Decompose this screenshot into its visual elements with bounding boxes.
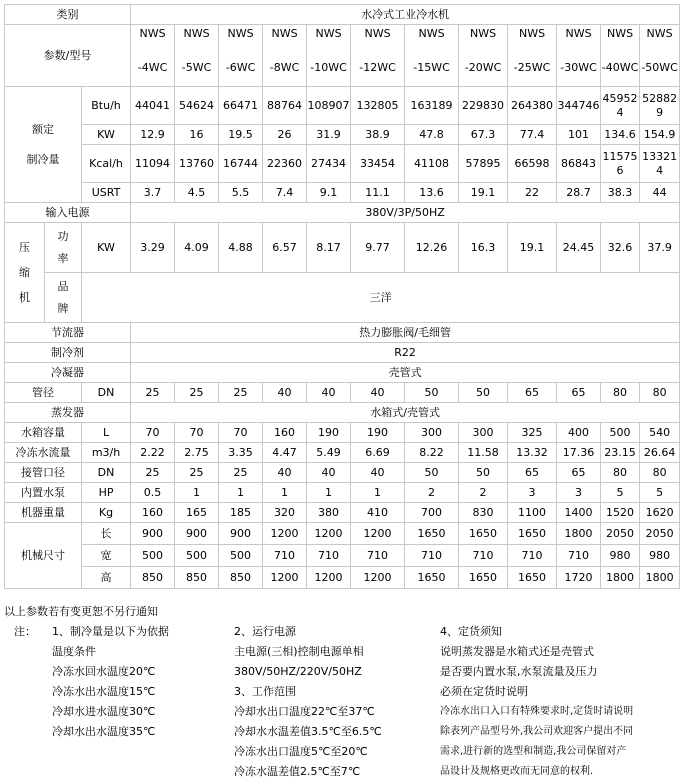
value-cell: 24.45 (557, 223, 601, 273)
table-row (5, 383, 680, 403)
compressor-label: 压缩机 (5, 223, 45, 323)
value-cell: 229830 (459, 87, 508, 125)
value-cell: 459524 (601, 87, 640, 125)
value-cell: 50 (459, 383, 508, 403)
value-cell: 26.64 (640, 443, 680, 463)
value-cell: 2 (459, 483, 508, 503)
table-row (5, 483, 680, 503)
value-cell: 160 (263, 423, 307, 443)
table-row (5, 183, 680, 203)
value-cell: 6.69 (351, 443, 405, 463)
value-cell: 710 (263, 545, 307, 567)
table-row (5, 443, 680, 463)
value-cell: 88764 (263, 87, 307, 125)
value-cell: 7.4 (263, 183, 307, 203)
value-cell: 66471 (219, 87, 263, 125)
model-cell: NWS -50WC (640, 25, 680, 87)
value-cell: 22 (508, 183, 557, 203)
condenser-value: 壳管式 (131, 363, 680, 383)
note-item: 主电源(三相)控制电源单相 (234, 645, 364, 658)
value-cell: 163189 (405, 87, 459, 125)
value-cell: 5.5 (219, 183, 263, 203)
value-cell: 108907 (307, 87, 351, 125)
value-cell: 1650 (405, 523, 459, 545)
value-cell: 4.47 (263, 443, 307, 463)
note-item: 冷冻水出口入口有特殊要求时,定货时请说明 (440, 706, 634, 717)
table-title: 水冷式工业冷水机 (131, 5, 680, 25)
value-cell: 25 (131, 383, 175, 403)
value-cell: 1 (219, 483, 263, 503)
note-item: 冷冻水回水温度20℃ (52, 665, 156, 678)
value-cell: 70 (131, 423, 175, 443)
category-header: 类别 (5, 5, 131, 25)
value-cell: 710 (508, 545, 557, 567)
model-cell: NWS -8WC (263, 25, 307, 87)
model-cell: NWS -10WC (307, 25, 351, 87)
table-row (5, 203, 680, 223)
table-row (5, 523, 680, 545)
table-row (5, 5, 680, 25)
value-cell: 1200 (307, 523, 351, 545)
power-supply-value: 380V/3P/50HZ (131, 203, 680, 223)
value-cell: 1620 (640, 503, 680, 523)
value-cell: 12.26 (405, 223, 459, 273)
flow-label: 冷冻水流量 (5, 443, 82, 463)
table-row (5, 87, 680, 125)
unit-cell: Kg (82, 503, 131, 523)
unit-cell: DN (82, 463, 131, 483)
value-cell: 4.09 (175, 223, 219, 273)
throttle-value: 热力膨胀阀/毛细管 (131, 323, 680, 343)
unit-cell: 高 (82, 567, 131, 589)
value-cell: 70 (219, 423, 263, 443)
unit-cell: KW (82, 125, 131, 145)
connection-label: 接管口径 (5, 463, 82, 483)
value-cell: 4.5 (175, 183, 219, 203)
value-cell: 710 (307, 545, 351, 567)
value-cell: 25 (175, 383, 219, 403)
value-cell: 133214 (640, 145, 680, 183)
value-cell: 11094 (131, 145, 175, 183)
value-cell: 50 (405, 383, 459, 403)
model-cell: NWS -12WC (351, 25, 405, 87)
value-cell: 9.1 (307, 183, 351, 203)
value-cell: 1800 (640, 567, 680, 589)
value-cell: 1800 (601, 567, 640, 589)
value-cell: 2050 (601, 523, 640, 545)
value-cell: 40 (307, 383, 351, 403)
value-cell: 540 (640, 423, 680, 443)
model-cell: NWS -20WC (459, 25, 508, 87)
value-cell: 47.8 (405, 125, 459, 145)
value-cell: 19.5 (219, 125, 263, 145)
value-cell: 710 (405, 545, 459, 567)
note-item: 冷冻水出水温度15℃ (52, 685, 156, 698)
value-cell: 44041 (131, 87, 175, 125)
throttle-label: 节流器 (5, 323, 131, 343)
unit-cell: HP (82, 483, 131, 503)
value-cell: 19.1 (459, 183, 508, 203)
value-cell: 1 (175, 483, 219, 503)
unit-cell: Btu/h (82, 87, 131, 125)
tank-label: 水箱容量 (5, 423, 82, 443)
table-row (5, 463, 680, 483)
value-cell: 50 (459, 463, 508, 483)
value-cell: 3.7 (131, 183, 175, 203)
value-cell: 320 (263, 503, 307, 523)
note-item: 冷却水出水温度35℃ (52, 725, 156, 738)
value-cell: 6.57 (263, 223, 307, 273)
value-cell: 1800 (557, 523, 601, 545)
value-cell: 16 (175, 125, 219, 145)
value-cell: 710 (459, 545, 508, 567)
value-cell: 25 (219, 383, 263, 403)
table-row (5, 273, 680, 323)
value-cell: 300 (405, 423, 459, 443)
table-row (5, 363, 680, 383)
value-cell: 1 (307, 483, 351, 503)
value-cell: 65 (557, 463, 601, 483)
note-item: 冷却水进水温度30℃ (52, 705, 156, 718)
param-model-label: 参数/型号 (5, 25, 131, 87)
note-item: 冷冻水出口温度5℃至20℃ (234, 745, 368, 758)
value-cell: 31.9 (307, 125, 351, 145)
value-cell: 27434 (307, 145, 351, 183)
value-cell: 134.6 (601, 125, 640, 145)
note-item: 品设计及规格更改而无同意的权利. (440, 766, 594, 777)
value-cell: 25 (175, 463, 219, 483)
change-notice: 以上参数若有变更恕不另行通知 (4, 605, 158, 618)
value-cell: 38.9 (351, 125, 405, 145)
value-cell: 300 (459, 423, 508, 443)
pump-label: 内置水泵 (5, 483, 82, 503)
value-cell: 32.6 (601, 223, 640, 273)
value-cell: 500 (131, 545, 175, 567)
evaporator-label: 蒸发器 (5, 403, 131, 423)
unit-cell: L (82, 423, 131, 443)
value-cell: 101 (557, 125, 601, 145)
value-cell: 1720 (557, 567, 601, 589)
value-cell: 5.49 (307, 443, 351, 463)
value-cell: 830 (459, 503, 508, 523)
value-cell: 77.4 (508, 125, 557, 145)
value-cell: 850 (131, 567, 175, 589)
note-item: 冷却水出口温度22℃至37℃ (234, 705, 375, 718)
value-cell: 40 (307, 463, 351, 483)
table-row (5, 25, 680, 87)
value-cell: 900 (131, 523, 175, 545)
value-cell: 80 (601, 383, 640, 403)
value-cell: 1650 (405, 567, 459, 589)
value-cell: 528829 (640, 87, 680, 125)
value-cell: 8.22 (405, 443, 459, 463)
value-cell: 16744 (219, 145, 263, 183)
value-cell: 400 (557, 423, 601, 443)
value-cell: 37.9 (640, 223, 680, 273)
unit-cell: m3/h (82, 443, 131, 463)
value-cell: 1200 (307, 567, 351, 589)
refrigerant-value: R22 (131, 343, 680, 363)
refrigerant-label: 制冷剂 (5, 343, 131, 363)
compressor-power-label: 功率 (45, 223, 82, 273)
table-row (5, 423, 680, 443)
value-cell: 23.15 (601, 443, 640, 463)
value-cell: 38.3 (601, 183, 640, 203)
value-cell: 1520 (601, 503, 640, 523)
value-cell: 13.6 (405, 183, 459, 203)
value-cell: 80 (640, 383, 680, 403)
value-cell: 86843 (557, 145, 601, 183)
table-row (5, 323, 680, 343)
value-cell: 0.5 (131, 483, 175, 503)
value-cell: 26 (263, 125, 307, 145)
value-cell: 25 (219, 463, 263, 483)
value-cell: 500 (601, 423, 640, 443)
value-cell: 264380 (508, 87, 557, 125)
model-cell: NWS -30WC (557, 25, 601, 87)
value-cell: 11.1 (351, 183, 405, 203)
rated-cooling-label: 额定 制冷量 (5, 87, 82, 203)
weight-label: 机器重量 (5, 503, 82, 523)
value-cell: 1650 (508, 523, 557, 545)
unit-cell: KW (82, 223, 131, 273)
model-cell: NWS -40WC (601, 25, 640, 87)
value-cell: 900 (175, 523, 219, 545)
note-item: 需求,进行新的选型和制造,我公司保留对产 (440, 746, 627, 757)
value-cell: 3.29 (131, 223, 175, 273)
table-row (5, 343, 680, 363)
value-cell: 850 (175, 567, 219, 589)
note-item: 冷却水水温差值3.5℃至6.5℃ (234, 725, 382, 738)
value-cell: 3 (508, 483, 557, 503)
power-supply-label: 输入电源 (5, 203, 131, 223)
model-cell: NWS -6WC (219, 25, 263, 87)
footer-notes (4, 602, 680, 778)
pipe-label: 管径 (5, 383, 82, 403)
compressor-brand-value: 三洋 (82, 273, 680, 323)
value-cell: 2.22 (131, 443, 175, 463)
value-cell: 1200 (263, 567, 307, 589)
condenser-label: 冷凝器 (5, 363, 131, 383)
value-cell: 25 (131, 463, 175, 483)
value-cell: 900 (219, 523, 263, 545)
value-cell: 13760 (175, 145, 219, 183)
value-cell: 325 (508, 423, 557, 443)
note-item: 3、工作范围 (234, 685, 296, 698)
value-cell: 41108 (405, 145, 459, 183)
value-cell: 3.35 (219, 443, 263, 463)
value-cell: 1 (263, 483, 307, 503)
value-cell: 980 (640, 545, 680, 567)
note-item: 2、运行电源 (234, 625, 296, 638)
evaporator-value: 水箱式/壳管式 (131, 403, 680, 423)
value-cell: 1200 (351, 567, 405, 589)
value-cell: 165 (175, 503, 219, 523)
value-cell: 1400 (557, 503, 601, 523)
value-cell: 190 (307, 423, 351, 443)
table-row (5, 545, 680, 567)
value-cell: 67.3 (459, 125, 508, 145)
value-cell: 54624 (175, 87, 219, 125)
value-cell: 500 (175, 545, 219, 567)
value-cell: 2 (405, 483, 459, 503)
value-cell: 65 (508, 383, 557, 403)
value-cell: 132805 (351, 87, 405, 125)
table-row (5, 125, 680, 145)
value-cell: 33454 (351, 145, 405, 183)
value-cell: 70 (175, 423, 219, 443)
dimensions-label: 机械尺寸 (5, 523, 82, 589)
value-cell: 710 (557, 545, 601, 567)
value-cell: 9.77 (351, 223, 405, 273)
value-cell: 19.1 (508, 223, 557, 273)
note-item: 1、制冷量是以下为依据 (52, 625, 169, 638)
value-cell: 57895 (459, 145, 508, 183)
table-row (5, 223, 680, 273)
table-row (5, 567, 680, 589)
value-cell: 40 (263, 463, 307, 483)
value-cell: 40 (263, 383, 307, 403)
value-cell: 4.88 (219, 223, 263, 273)
unit-cell: Kcal/h (82, 145, 131, 183)
model-cell: NWS -15WC (405, 25, 459, 87)
value-cell: 700 (405, 503, 459, 523)
value-cell: 44 (640, 183, 680, 203)
value-cell: 50 (405, 463, 459, 483)
model-cell: NWS -4WC (131, 25, 175, 87)
note-item: 必须在定货时说明 (440, 685, 528, 698)
value-cell: 8.17 (307, 223, 351, 273)
value-cell: 410 (351, 503, 405, 523)
value-cell: 16.3 (459, 223, 508, 273)
value-cell: 11.58 (459, 443, 508, 463)
value-cell: 2.75 (175, 443, 219, 463)
value-cell: 40 (351, 463, 405, 483)
unit-cell: DN (82, 383, 131, 403)
value-cell: 115756 (601, 145, 640, 183)
value-cell: 65 (508, 463, 557, 483)
value-cell: 5 (640, 483, 680, 503)
table-row (5, 145, 680, 183)
value-cell: 66598 (508, 145, 557, 183)
table-row (5, 403, 680, 423)
value-cell: 13.32 (508, 443, 557, 463)
value-cell: 1100 (508, 503, 557, 523)
value-cell: 344746 (557, 87, 601, 125)
value-cell: 710 (351, 545, 405, 567)
value-cell: 1650 (459, 523, 508, 545)
value-cell: 1650 (459, 567, 508, 589)
note-item: 4、定货须知 (440, 625, 502, 638)
value-cell: 3 (557, 483, 601, 503)
value-cell: 185 (219, 503, 263, 523)
value-cell: 380 (307, 503, 351, 523)
value-cell: 28.7 (557, 183, 601, 203)
value-cell: 1200 (263, 523, 307, 545)
note-item: 是否要内置水泵,水泵流量及压力 (440, 665, 598, 678)
note-item: 温度条件 (52, 645, 96, 658)
unit-cell: USRT (82, 183, 131, 203)
value-cell: 1650 (508, 567, 557, 589)
unit-cell: 长 (82, 523, 131, 545)
unit-cell: 宽 (82, 545, 131, 567)
value-cell: 2050 (640, 523, 680, 545)
note-item: 冷冻水温差值2.5℃至7℃ (234, 765, 361, 778)
value-cell: 190 (351, 423, 405, 443)
value-cell: 500 (219, 545, 263, 567)
value-cell: 80 (601, 463, 640, 483)
value-cell: 5 (601, 483, 640, 503)
table-row (5, 503, 680, 523)
value-cell: 22360 (263, 145, 307, 183)
model-cell: NWS -5WC (175, 25, 219, 87)
spec-table (4, 4, 680, 589)
value-cell: 65 (557, 383, 601, 403)
note-item: 说明蒸发器是水箱式还是壳管式 (440, 645, 594, 658)
note-label: 注： (14, 625, 36, 638)
value-cell: 154.9 (640, 125, 680, 145)
value-cell: 17.36 (557, 443, 601, 463)
value-cell: 980 (601, 545, 640, 567)
value-cell: 1200 (351, 523, 405, 545)
value-cell: 160 (131, 503, 175, 523)
value-cell: 850 (219, 567, 263, 589)
note-item: 380V/50HZ/220V/50HZ (234, 665, 362, 678)
model-cell: NWS -25WC (508, 25, 557, 87)
compressor-brand-label: 品牌 (45, 273, 82, 323)
value-cell: 12.9 (131, 125, 175, 145)
value-cell: 40 (351, 383, 405, 403)
value-cell: 80 (640, 463, 680, 483)
value-cell: 1 (351, 483, 405, 503)
note-item: 除表列产品型号外,我公司欢迎客户提出不同 (440, 726, 634, 737)
